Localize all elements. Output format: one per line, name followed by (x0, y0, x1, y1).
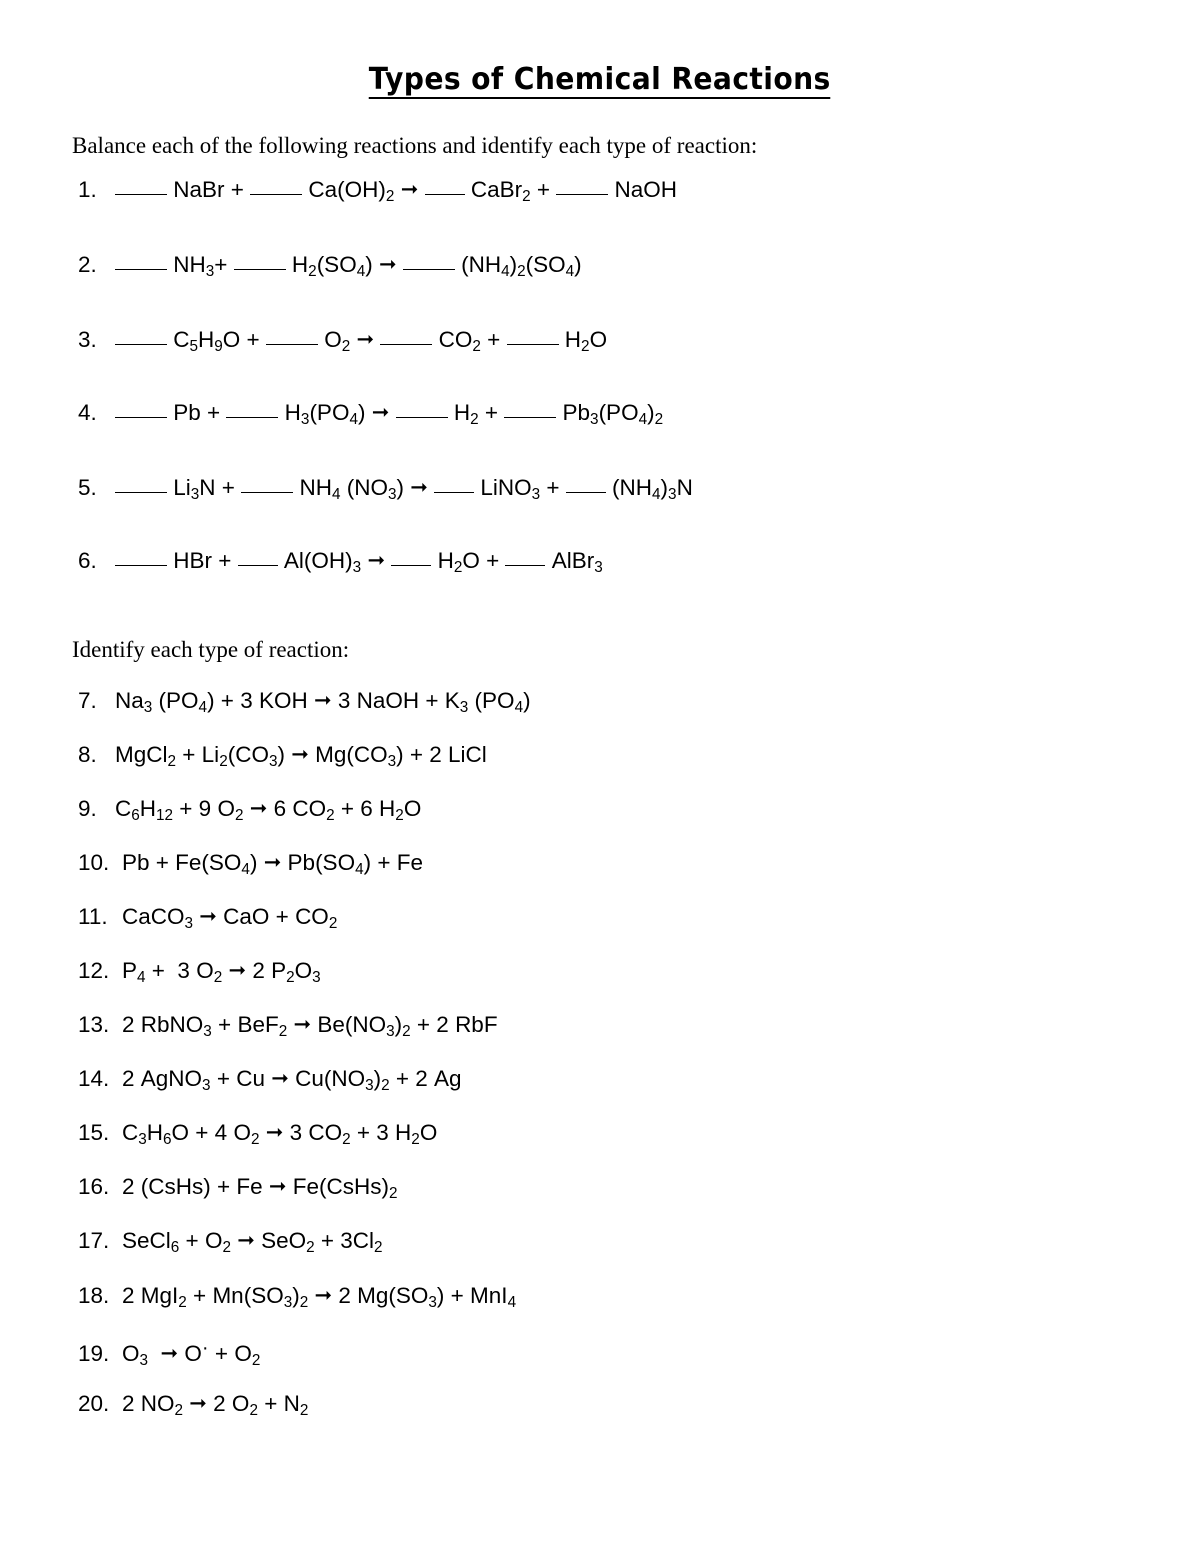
answer-blank[interactable] (507, 344, 559, 345)
identify-number-11: 11. (78, 904, 108, 929)
identify-equation-8: MgCl$_2$ + $Li_2(CO_3)$ ➞ $Mg(CO_3) + 2$ LiCl (115, 742, 487, 771)
identify-row-8 (78, 742, 487, 771)
page-title: Types of Chemical Reactions (369, 62, 831, 97)
problem-number-3: 3. (78, 327, 97, 352)
reaction-arrow-icon: ➞ (199, 904, 217, 928)
balance-instruction: Balance each of the following reactions and identify each type of reaction: (72, 133, 758, 158)
answer-blank[interactable] (241, 492, 293, 493)
identify-equation-20: 2 $NO_2$ ➞ 2 $O_2 + N_2$ (122, 1391, 309, 1420)
identify-equation-9: $C_6H_{12} + 9$ $O_2$ ➞ 6 $CO_2 + 6$ $H_2O$ (115, 796, 422, 825)
identify-instruction: Identify each type of reaction: (72, 637, 350, 662)
identify-number-17: 17. (78, 1228, 110, 1253)
problem-row-3 (78, 327, 608, 356)
identify-equation-13: 2 RbNO$_3$ + BeF$_2$ ➞ $Be(NO_3)_2 + 2$ RbF (122, 1012, 498, 1041)
identify-number-10: 10. (78, 850, 110, 875)
answer-blank[interactable] (115, 194, 167, 195)
identify-number-14: 14. (78, 1066, 110, 1091)
identify-row-12 (78, 958, 321, 987)
identify-number-16: 16. (78, 1174, 110, 1199)
answer-blank[interactable] (505, 565, 545, 566)
problem-row-1 (78, 177, 678, 206)
problem-equation-5: $Li_3N + NH_4$ $(NO_3)$ ➞ LiNO$_3$ + $(NH_4)_3N$ (115, 475, 693, 500)
identify-row-20 (78, 1391, 309, 1420)
identify-row-18 (78, 1283, 517, 1312)
identify-equation-16: 2 (CsHs) + Fe ➞ $Fe(CsHs)_2$ (122, 1174, 398, 1203)
reaction-arrow-icon: ➞ (293, 1012, 312, 1036)
problem-number-6: 6. (78, 548, 97, 573)
problem-equation-4: $Pb + H_3(PO_4)$ ➞ $H_2 + Pb_3(PO_4)_2$ (115, 400, 663, 425)
reaction-arrow-icon: ➞ (313, 688, 332, 712)
answer-blank[interactable] (115, 269, 167, 270)
answer-blank[interactable] (434, 492, 474, 493)
reaction-arrow-icon: ➞ (371, 400, 390, 424)
identify-number-9: 9. (78, 796, 97, 821)
problem-number-5: 5. (78, 475, 97, 500)
answer-blank[interactable] (504, 417, 556, 418)
reaction-arrow-icon: ➞ (160, 1341, 179, 1366)
problem-row-2 (78, 252, 582, 281)
identify-number-20: 20. (78, 1391, 110, 1416)
answer-blank[interactable] (238, 565, 278, 566)
identify-row-10 (78, 850, 423, 879)
problem-equation-6: HBr + $Al(OH)_3$ ➞ $H_2O$ + AlBr$_3$ (115, 548, 603, 573)
identify-number-8: 8. (78, 742, 97, 767)
answer-blank[interactable] (250, 194, 302, 195)
reaction-arrow-icon: ➞ (237, 1228, 255, 1252)
identify-row-17 (78, 1228, 383, 1257)
reaction-arrow-icon: ➞ (378, 252, 397, 276)
identify-equation-18: 2 $MgI_2 + Mn(SO_3)_2$ ➞ 2 $Mg(SO_3) + MnI_4$ (122, 1283, 517, 1312)
identify-row-15 (78, 1120, 438, 1149)
identify-row-9 (78, 796, 422, 825)
identify-equation-15: $C_3H_6O + 4$ $O_2$ ➞ 3 $CO_2 + 3$ $H_2O$ (122, 1120, 438, 1149)
problem-row-4 (78, 400, 664, 429)
reaction-arrow-icon: ➞ (410, 475, 428, 499)
problem-equation-2: $NH_3+ H_2(SO_4)$ ➞ $(NH_4)_2(SO_4)$ (115, 252, 582, 277)
identify-equation-11: CaCO$_3$ ➞ CaO + $CO_2$ (122, 904, 338, 933)
identify-equation-17: SeCl$_6$ + $O_2$ ➞ $SeO_2 + 3Cl_2$ (122, 1228, 383, 1257)
reaction-arrow-icon: ➞ (291, 742, 309, 766)
answer-blank[interactable] (566, 492, 606, 493)
reaction-arrow-icon: ➞ (265, 1120, 284, 1144)
answer-blank[interactable] (403, 269, 455, 270)
identify-number-7: 7. (78, 688, 97, 713)
answer-blank[interactable] (391, 565, 431, 566)
identify-row-19 (78, 1337, 261, 1370)
reaction-arrow-icon: ➞ (367, 548, 386, 572)
answer-blank[interactable] (115, 417, 167, 418)
problem-row-5 (78, 475, 693, 504)
reaction-arrow-icon: ➞ (268, 1174, 287, 1198)
identify-equation-19: $O_3$ ➞ $O\cdot + O_2$ (122, 1337, 261, 1370)
page-title-container (0, 64, 1200, 99)
answer-blank[interactable] (425, 194, 465, 195)
identify-number-15: 15. (78, 1120, 110, 1145)
identify-row-13 (78, 1012, 498, 1041)
identify-equation-14: 2 AgNO$_3$ + Cu ➞ $Cu(NO_3)_2 + 2$ Ag (122, 1066, 462, 1095)
identify-equation-7: $Na_3$ $(PO_4) + 3$ KOH ➞ 3 NaOH + $K_3$ $(PO_4)$ (115, 688, 531, 717)
identify-equation-12: $P_4 + 3$ $O_2$ ➞ 2 $P_2O_3$ (122, 958, 321, 987)
problem-number-1: 1. (78, 177, 97, 202)
identify-number-13: 13. (78, 1012, 110, 1037)
answer-blank[interactable] (115, 565, 167, 566)
reaction-arrow-icon: ➞ (356, 327, 375, 351)
answer-blank[interactable] (115, 492, 167, 493)
answer-blank[interactable] (234, 269, 286, 270)
answer-blank[interactable] (226, 417, 278, 418)
reaction-arrow-icon: ➞ (271, 1066, 289, 1090)
reaction-arrow-icon: ➞ (249, 796, 268, 820)
reaction-arrow-icon: ➞ (189, 1391, 207, 1415)
identify-equation-10: $Pb + Fe(SO_4)$ ➞ $Pb(SO_4) + Fe$ (122, 850, 423, 879)
reaction-arrow-icon: ➞ (228, 958, 247, 982)
answer-blank[interactable] (115, 344, 167, 345)
problem-equation-1: NaBr + $Ca(OH)_2$ ➞ CaBr$_2$ + NaOH (115, 177, 677, 202)
reaction-arrow-icon: ➞ (314, 1283, 333, 1307)
identify-number-19: 19. (78, 1341, 110, 1367)
answer-blank[interactable] (380, 344, 432, 345)
problem-number-2: 2. (78, 252, 97, 277)
problem-equation-3: $C_5H_9O + O_2$ ➞ $CO_2 + H_2O$ (115, 327, 607, 352)
identify-row-7 (78, 688, 531, 717)
answer-blank[interactable] (396, 417, 448, 418)
reaction-arrow-icon: ➞ (263, 850, 282, 874)
identify-row-16 (78, 1174, 398, 1203)
identify-number-12: 12. (78, 958, 110, 983)
identify-row-11 (78, 904, 338, 933)
identify-number-18: 18. (78, 1283, 110, 1308)
problem-number-4: 4. (78, 400, 97, 425)
answer-blank[interactable] (556, 194, 608, 195)
identify-row-14 (78, 1066, 462, 1095)
problem-row-6 (78, 548, 603, 577)
reaction-arrow-icon: ➞ (400, 177, 419, 201)
answer-blank[interactable] (266, 344, 318, 345)
